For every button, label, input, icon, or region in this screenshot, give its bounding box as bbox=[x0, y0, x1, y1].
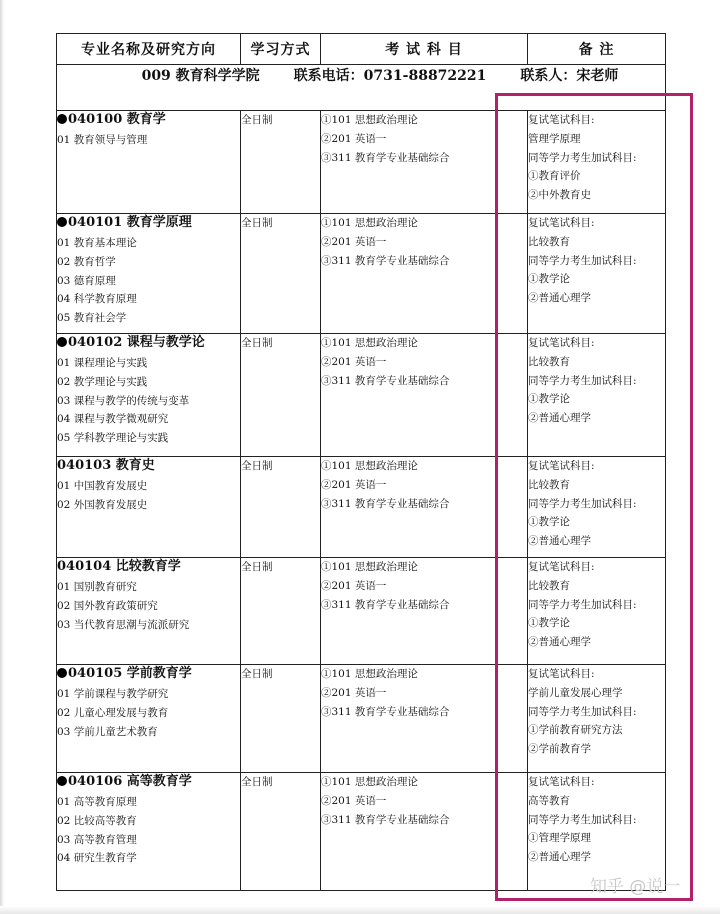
note-line: ②普通心理学 bbox=[528, 412, 591, 425]
note-line: 复试笔试科目: bbox=[528, 337, 595, 349]
exam-subject: ②201 英语一 bbox=[321, 132, 387, 145]
mode-cell bbox=[241, 111, 321, 214]
major-title-text: 040104 比较教育学 bbox=[57, 559, 181, 574]
bullet-dot-icon bbox=[57, 668, 67, 678]
study-mode: 全日制 bbox=[241, 668, 273, 680]
mode-cell bbox=[241, 558, 321, 665]
watermark: 知乎 @说一 bbox=[590, 877, 681, 897]
exam-subject: ③311 教育学专业基础综合 bbox=[321, 598, 450, 611]
header-notes: 备 注 bbox=[528, 34, 666, 65]
research-direction: 02 外国教育发展史 bbox=[57, 498, 148, 511]
major-cell bbox=[57, 773, 241, 891]
school-phone: 联系电话：0731-88872221 bbox=[293, 68, 487, 84]
note-line: ②普通心理学 bbox=[528, 535, 591, 548]
note-line: ①教育评价 bbox=[528, 170, 581, 183]
exam-subject: ②201 英语一 bbox=[321, 579, 387, 592]
study-mode: 全日制 bbox=[241, 561, 273, 573]
school-contact: 联系人：宋老师 bbox=[520, 68, 619, 84]
major-title bbox=[57, 665, 240, 683]
page-edge bbox=[0, 906, 720, 914]
exam-subject: ②201 英语一 bbox=[321, 794, 387, 807]
research-direction: 03 学前儿童艺术教育 bbox=[57, 725, 158, 738]
header-subjects: 考 试 科 目 bbox=[321, 34, 528, 65]
mode-cell bbox=[241, 457, 321, 558]
note-line: 比较教育 bbox=[528, 478, 570, 491]
research-direction: 02 教学理论与实践 bbox=[57, 375, 148, 388]
research-direction: 02 国外教育政策研究 bbox=[57, 599, 158, 612]
note-line: 比较教育 bbox=[528, 355, 570, 368]
note-line: ①教学论 bbox=[528, 516, 570, 529]
major-title-text: 040101 教育学原理 bbox=[68, 215, 192, 230]
note-line: 同等学力考生加试科目: bbox=[528, 705, 637, 718]
research-direction: 03 当代教育思潮与流派研究 bbox=[57, 618, 190, 631]
bullet-dot-icon bbox=[57, 776, 67, 786]
study-mode: 全日制 bbox=[241, 114, 273, 126]
header-row bbox=[57, 34, 666, 65]
note-line: 复试笔试科目: bbox=[528, 668, 595, 680]
note-line: 同等学力考生加试科目: bbox=[528, 374, 637, 387]
major-title-text: 040102 课程与教学论 bbox=[68, 335, 205, 350]
exam-subject: ①101 思想政治理论 bbox=[321, 460, 418, 472]
note-line: ①教学论 bbox=[528, 273, 570, 286]
research-direction: 01 教育基本理论 bbox=[57, 237, 137, 249]
header-mode: 学习方式 bbox=[241, 34, 321, 65]
exam-subject: ③311 教育学专业基础综合 bbox=[321, 497, 450, 510]
note-line: ②普通心理学 bbox=[528, 851, 591, 864]
research-direction: 05 教育社会学 bbox=[57, 312, 127, 325]
research-direction: 01 高等教育原理 bbox=[57, 796, 137, 808]
page-shadow bbox=[0, 0, 4, 914]
study-mode: 全日制 bbox=[241, 337, 273, 349]
note-line: ①学前教育研究方法 bbox=[528, 724, 623, 737]
highlight-box bbox=[495, 93, 693, 901]
research-direction: 02 比较高等教育 bbox=[57, 814, 137, 827]
note-line: ②学前教育学 bbox=[528, 743, 591, 756]
mode-cell bbox=[241, 214, 321, 334]
research-direction: 03 高等教育管理 bbox=[57, 833, 137, 846]
exam-subject: ②201 英语一 bbox=[321, 686, 387, 699]
note-line: ②普通心理学 bbox=[528, 636, 591, 649]
major-cell bbox=[57, 334, 241, 457]
note-line: ①教学论 bbox=[528, 617, 570, 630]
note-line: 同等学力考生加试科目: bbox=[528, 598, 637, 611]
exam-subject: ①101 思想政治理论 bbox=[321, 561, 418, 573]
study-mode: 全日制 bbox=[241, 776, 273, 788]
header-major: 专业名称及研究方向 bbox=[57, 34, 241, 65]
research-direction: 02 教育哲学 bbox=[57, 255, 116, 268]
exam-subject: ①101 思想政治理论 bbox=[321, 776, 418, 788]
study-mode: 全日制 bbox=[241, 460, 273, 472]
major-cell bbox=[57, 111, 241, 214]
exam-subject: ①101 思想政治理论 bbox=[321, 217, 418, 229]
bullet-dot-icon bbox=[57, 337, 67, 347]
note-line: 复试笔试科目: bbox=[528, 561, 595, 573]
note-line: ①管理学原理 bbox=[528, 832, 591, 845]
exam-subject: ③311 教育学专业基础综合 bbox=[321, 705, 450, 718]
note-line: 同等学力考生加试科目: bbox=[528, 151, 637, 164]
major-title bbox=[57, 334, 240, 352]
major-cell bbox=[57, 665, 241, 773]
note-line: ②中外教育史 bbox=[528, 189, 591, 202]
note-line: 比较教育 bbox=[528, 235, 570, 248]
note-line: 高等教育 bbox=[528, 794, 570, 807]
major-title-text: 040100 教育学 bbox=[68, 112, 166, 127]
major-title bbox=[57, 773, 240, 791]
major-title bbox=[57, 457, 240, 475]
research-direction: 04 科学教育原理 bbox=[57, 293, 137, 306]
note-line: 学前儿童发展心理学 bbox=[528, 686, 623, 699]
research-direction: 01 教育领导与管理 bbox=[57, 134, 148, 146]
major-title bbox=[57, 214, 240, 232]
research-direction: 04 课程与教学微观研究 bbox=[57, 413, 169, 426]
bullet-dot-icon bbox=[57, 114, 67, 124]
bullet-dot-icon bbox=[57, 217, 67, 227]
research-direction: 01 课程理论与实践 bbox=[57, 357, 148, 369]
school-info bbox=[57, 65, 665, 85]
major-title bbox=[57, 111, 240, 129]
note-line: 比较教育 bbox=[528, 579, 570, 592]
research-direction: 03 德育原理 bbox=[57, 274, 116, 287]
exam-subject: ③311 教育学专业基础综合 bbox=[321, 151, 450, 164]
exam-subject: ①101 思想政治理论 bbox=[321, 668, 418, 680]
major-title bbox=[57, 558, 240, 576]
major-title-text: 040105 学前教育学 bbox=[68, 666, 192, 681]
note-line: 复试笔试科目: bbox=[528, 776, 595, 788]
note-line: 复试笔试科目: bbox=[528, 114, 595, 126]
note-line: 复试笔试科目: bbox=[528, 217, 595, 229]
research-direction: 05 学科教学理论与实践 bbox=[57, 432, 169, 445]
exam-subject: ③311 教育学专业基础综合 bbox=[321, 254, 450, 267]
major-title-text: 040103 教育史 bbox=[57, 458, 155, 473]
research-direction: 01 国别教育研究 bbox=[57, 581, 137, 593]
exam-subject: ①101 思想政治理论 bbox=[321, 337, 418, 349]
exam-subject: ③311 教育学专业基础综合 bbox=[321, 813, 450, 826]
school-name: 009 教育科学学院 bbox=[141, 68, 260, 84]
research-direction: 03 课程与教学的传统与变革 bbox=[57, 394, 190, 407]
major-cell bbox=[57, 558, 241, 665]
exam-subject: ③311 教育学专业基础综合 bbox=[321, 374, 450, 387]
note-line: ②普通心理学 bbox=[528, 292, 591, 305]
research-direction: 01 中国教育发展史 bbox=[57, 480, 148, 492]
note-line: 管理学原理 bbox=[528, 132, 581, 145]
mode-cell bbox=[241, 334, 321, 457]
note-line: 同等学力考生加试科目: bbox=[528, 813, 637, 826]
research-direction: 04 研究生教育学 bbox=[57, 852, 137, 865]
exam-subject: ①101 思想政治理论 bbox=[321, 114, 418, 126]
note-line: ①教学论 bbox=[528, 393, 570, 406]
note-line: 同等学力考生加试科目: bbox=[528, 254, 637, 267]
exam-subject: ②201 英语一 bbox=[321, 235, 387, 248]
exam-subject: ②201 英语一 bbox=[321, 478, 387, 491]
research-direction: 01 学前课程与教学研究 bbox=[57, 688, 169, 700]
major-title-text: 040106 高等教育学 bbox=[68, 774, 192, 789]
study-mode: 全日制 bbox=[241, 217, 273, 229]
mode-cell bbox=[241, 773, 321, 891]
major-cell bbox=[57, 214, 241, 334]
note-line: 同等学力考生加试科目: bbox=[528, 497, 637, 510]
major-cell bbox=[57, 457, 241, 558]
research-direction: 02 儿童心理发展与教育 bbox=[57, 706, 169, 719]
exam-subject: ②201 英语一 bbox=[321, 355, 387, 368]
mode-cell bbox=[241, 665, 321, 773]
note-line: 复试笔试科目: bbox=[528, 460, 595, 472]
